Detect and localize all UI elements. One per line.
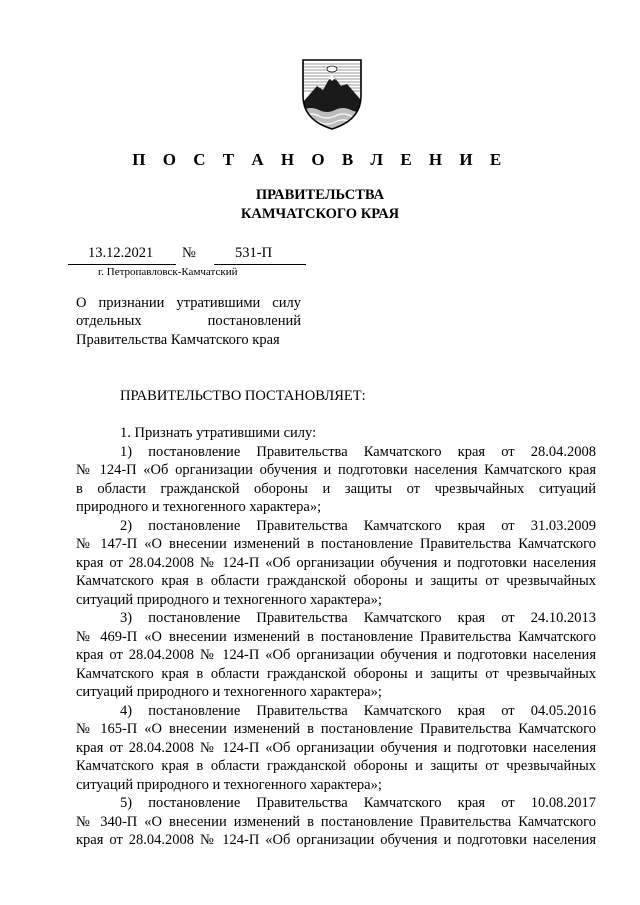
body-line: 1) постановление Правительства Камчатского края от 28.04.2008: [120, 444, 596, 460]
body-line: № 165-П «О внесении изменений в постановление Правительства Камчатского: [76, 721, 596, 737]
document-date: 13.12.2021: [88, 245, 154, 261]
body-line: № 124-П «Об организации обучения и подготовки населения Камчатского края: [76, 462, 596, 478]
body-line: ситуаций природного и техногенного характера»;: [76, 777, 382, 793]
date-field: [68, 244, 176, 265]
body-line: № 147-П «О внесении изменений в постановление Правительства Камчатского: [76, 536, 596, 552]
body-line: в области гражданской обороны и защиты от чрезвычайных ситуаций: [76, 481, 596, 497]
body-line: 1. Признать утратившими силу:: [120, 425, 317, 441]
body-line: 3) постановление Правительства Камчатского края от 24.10.2013: [120, 610, 596, 626]
issuer-line-2: КАМЧАТСКОГО КРАЯ: [240, 206, 400, 222]
body-line: края от 28.04.2008 № 124-П «Об организации обучения и подготовки населения: [76, 740, 596, 756]
body-line: № 469-П «О внесении изменений в постановление Правительства Камчатского: [76, 629, 596, 645]
number-field: [214, 244, 306, 265]
subject-line: Правительства Камчатского края: [76, 332, 280, 348]
issuer-line-1: ПРАВИТЕЛЬСТВА: [255, 187, 385, 203]
body-line: природного и техногенного характера»;: [76, 499, 322, 515]
body-line: Камчатского края в области гражданской обороны и защиты от чрезвычайных: [76, 666, 596, 682]
body-line: края от 28.04.2008 № 124-П «Об организации обучения и подготовки населения: [76, 832, 596, 848]
body-line: 2) постановление Правительства Камчатского края от 31.03.2009: [120, 518, 596, 534]
body-line: № 340-П «О внесении изменений в постановление Правительства Камчатского: [76, 814, 596, 830]
document-number: 531-П: [235, 245, 273, 261]
document-type: П О С Т А Н О В Л Е Н И Е: [132, 150, 508, 169]
body-line: 4) постановление Правительства Камчатского края от 04.05.2016: [120, 703, 596, 719]
body-line: ситуаций природного и техногенного характера»;: [76, 592, 382, 608]
body-line: Камчатского края в области гражданской обороны и защиты от чрезвычайных: [76, 758, 596, 774]
decree-phrase: ПРАВИТЕЛЬСТВО ПОСТАНОВЛЯЕТ:: [120, 388, 366, 404]
body-line: края от 28.04.2008 № 124-П «Об организации обучения и подготовки населения: [76, 555, 596, 571]
body-line: ситуаций природного и техногенного характера»;: [76, 684, 382, 700]
body-line: Камчатского края в области гражданской обороны и защиты от чрезвычайных: [76, 573, 596, 589]
body-line: края от 28.04.2008 № 124-П «Об организации обучения и подготовки населения: [76, 647, 596, 663]
kamchatka-emblem-icon: [299, 56, 365, 132]
number-sign: №: [182, 245, 196, 261]
subject-line: отдельных постановлений: [76, 313, 301, 329]
subject-line: О признании утратившими силу: [76, 295, 301, 311]
city-name: г. Петропавловск-Камчатский: [98, 266, 238, 278]
body-line: 5) постановление Правительства Камчатского края от 10.08.2017: [120, 795, 596, 811]
